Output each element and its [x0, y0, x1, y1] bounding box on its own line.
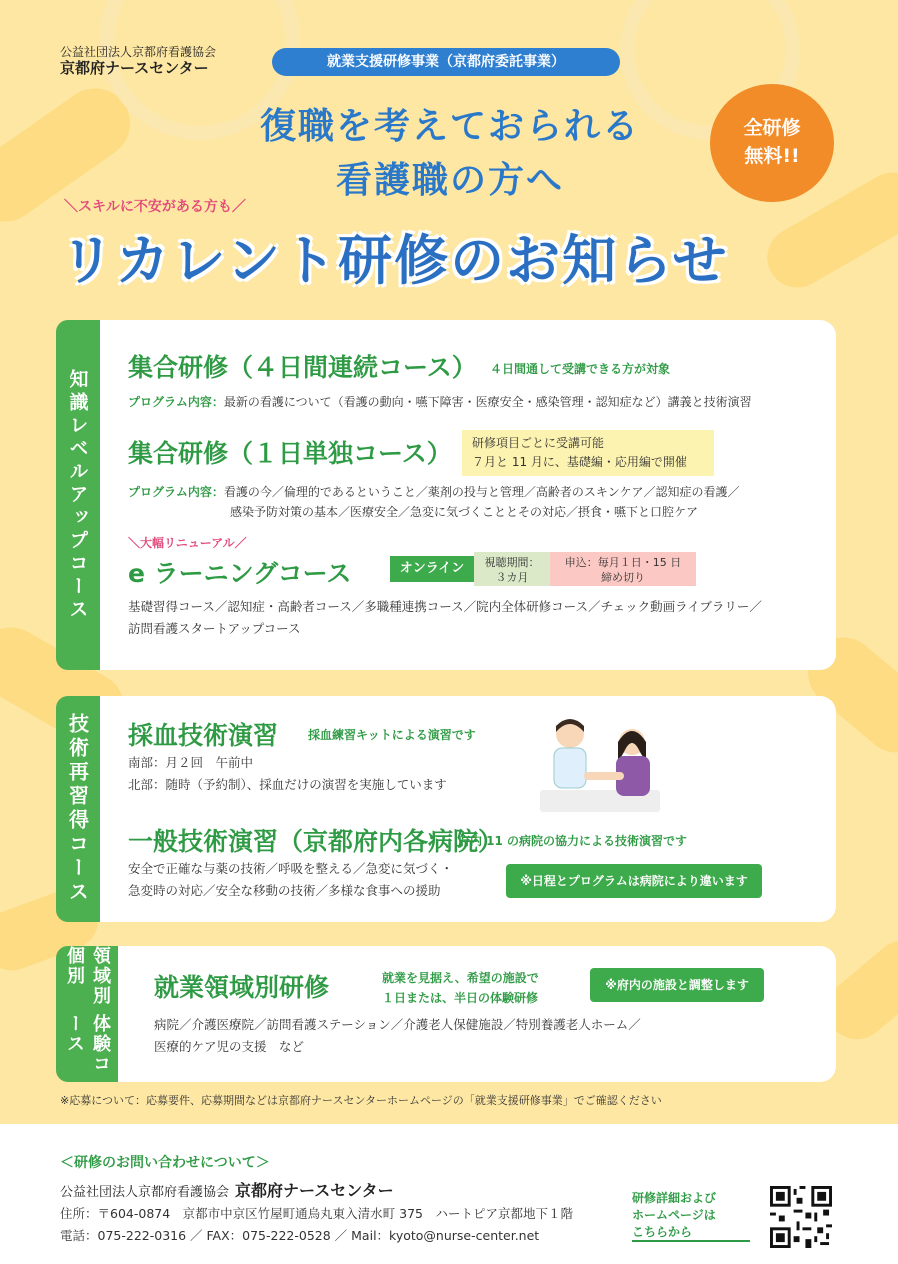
hp-line1: 研修詳細および: [632, 1191, 717, 1205]
side-label-a: 領域別個別: [64, 946, 111, 1006]
hp-line3: こちらから: [632, 1225, 693, 1239]
free-badge-line1: 全研修: [743, 117, 801, 139]
facility-list-line1: 病院／介護医療院／訪問看護ステーション／介護老人保健施設／特別養護老人ホーム／: [154, 1017, 641, 1032]
side-label-b: 体験コース: [64, 1014, 111, 1074]
general-skill-note: 府内 11 の病院の協力による技術演習です: [458, 834, 688, 848]
schedule-south: 南部：月２回 午前中: [128, 755, 254, 770]
main-title: リカレント研修のお知らせ: [60, 229, 729, 292]
hp-line2: ホームページは: [632, 1208, 716, 1222]
arrow-right-icon: [632, 1240, 750, 1242]
period-line1: 視聴期間：: [484, 556, 540, 569]
nurse-patient-illustration: [540, 712, 660, 812]
qr-code-icon[interactable]: [770, 1186, 832, 1248]
free-badge-line2: 無料!!: [744, 145, 800, 167]
info-box-line2: ７月と 11 月に、基礎編・応用編で開催: [472, 455, 687, 469]
skill-course-label: 技術再習得コース: [56, 696, 100, 922]
org-name-big: 京都府ナースセンター: [60, 59, 209, 77]
skill-list-line2: 急変時の対応／安全な移動の技術／多様な食事への援助: [128, 883, 441, 898]
experience-course-label: [56, 946, 118, 1082]
contact-org: [60, 1178, 394, 1201]
general-skill-list: [128, 858, 453, 902]
contact-org-big: 京都府ナースセンター: [235, 1181, 394, 1200]
note-line1: 就業を見据え、希望の施設で: [382, 971, 539, 985]
knowledge-course-label: 知識レベルアップコース: [56, 320, 100, 670]
group-course-4day-note: ４日間通して受講できる方が対象: [490, 362, 671, 376]
info-box-line1: 研修項目ごとに受講可能: [472, 436, 605, 450]
viewing-period-box: [474, 552, 550, 586]
schedule-north: 北部：随時（予約制）、採血だけの演習を実施しています: [128, 777, 447, 792]
program-label: プログラム内容：: [128, 485, 224, 499]
online-badge: オンライン: [390, 556, 474, 582]
employment-area-note: [382, 968, 539, 1008]
headline-line2: 看護職の方へ: [335, 160, 564, 201]
program-text-line2: 感染予防対策の基本／医療安全／急変に気づくこととその対応／摂食・嚥下と口腔ケア: [230, 505, 699, 519]
period-line2: ３カ月: [495, 571, 529, 584]
contact-title: ＜研修のお問い合わせについて＞: [60, 1155, 270, 1171]
application-deadline-box: [550, 552, 696, 586]
group-course-4day-program: [128, 392, 752, 412]
course-list-line1: 基礎習得コース／認知症・高齢者コース／多職種連携コース／院内全体研修コース／チェック動画ライブラリー／: [128, 599, 762, 614]
program-text-line1: 看護の今／倫理的であるということ／薬剤の投与と管理／高齢者のスキンケア／認知症の看護／: [223, 485, 740, 499]
program-label: プログラム内容：: [128, 395, 224, 409]
skill-list-line1: 安全で正確な与薬の技術／呼吸を整える／急変に気づく・: [128, 861, 454, 876]
program-pill: 就業支援研修事業（京都府委託事業）: [272, 48, 620, 76]
blood-draw-title: 採血技術演習: [128, 721, 279, 750]
contact-address: 住所：〒604-0874 京都市中京区竹屋町通烏丸東入清水町 375 ハートピア京都地下１階: [60, 1206, 574, 1221]
elearning-course-list: [128, 596, 828, 640]
blood-draw-schedule: [128, 752, 447, 796]
course-list-line2: 訪問看護スタートアップコース: [128, 621, 301, 636]
organization-header: [60, 44, 216, 76]
hospital-schedule-note: ※日程とプログラムは病院により違います: [506, 864, 762, 898]
elearning-course-title: e ラーニングコース: [128, 559, 352, 588]
headline: [120, 100, 780, 208]
contact-org-small: 公益社団法人京都府看護協会: [60, 1185, 230, 1200]
group-course-4day-title: 集合研修（４日間連続コース）: [128, 353, 477, 382]
application-footnote: ※応募について：応募要件、応募期間などは京都府ナースセンターホームページの「就業支援研修事業」でご確認ください: [60, 1094, 662, 1107]
group-course-1day-title: 集合研修（１日単独コース）: [128, 439, 452, 468]
homepage-link[interactable]: [632, 1190, 716, 1241]
employment-area-title: 就業領域別研修: [154, 973, 330, 1002]
general-skill-title: 一般技術演習（京都府内各病院）: [128, 827, 504, 856]
note-line2: １日または、半日の体験研修: [382, 991, 539, 1005]
renewal-tag: ＼大幅リニューアル／: [128, 536, 247, 550]
program-text: 最新の看護について（看護の動向・嚥下障害・医療安全・感染管理・認知症など）講義と技術演習: [223, 395, 752, 409]
facility-adjust-note: ※府内の施設と調整します: [590, 968, 764, 1002]
skill-tag: ＼スキルに不安がある方も／: [64, 199, 246, 215]
org-name-small: 公益社団法人京都府看護協会: [60, 45, 217, 59]
group-course-1day-program: [128, 482, 740, 522]
blood-draw-note: 採血練習キットによる演習です: [308, 728, 476, 742]
apply-line1: 申込：毎月１日・15 日: [564, 556, 682, 569]
headline-line1: 復職を考えておられる: [259, 106, 640, 147]
contact-phone-fax-mail: 電話：075-222-0316 ／ FAX：075-222-0528 ／ Mail：kyoto@nurse-center.net: [60, 1228, 540, 1243]
apply-line2: 締め切り: [601, 571, 645, 584]
group-course-1day-info-box: [462, 430, 714, 476]
facility-list: [154, 1014, 641, 1058]
facility-list-line2: 医療的ケア児の支援 など: [154, 1039, 305, 1054]
